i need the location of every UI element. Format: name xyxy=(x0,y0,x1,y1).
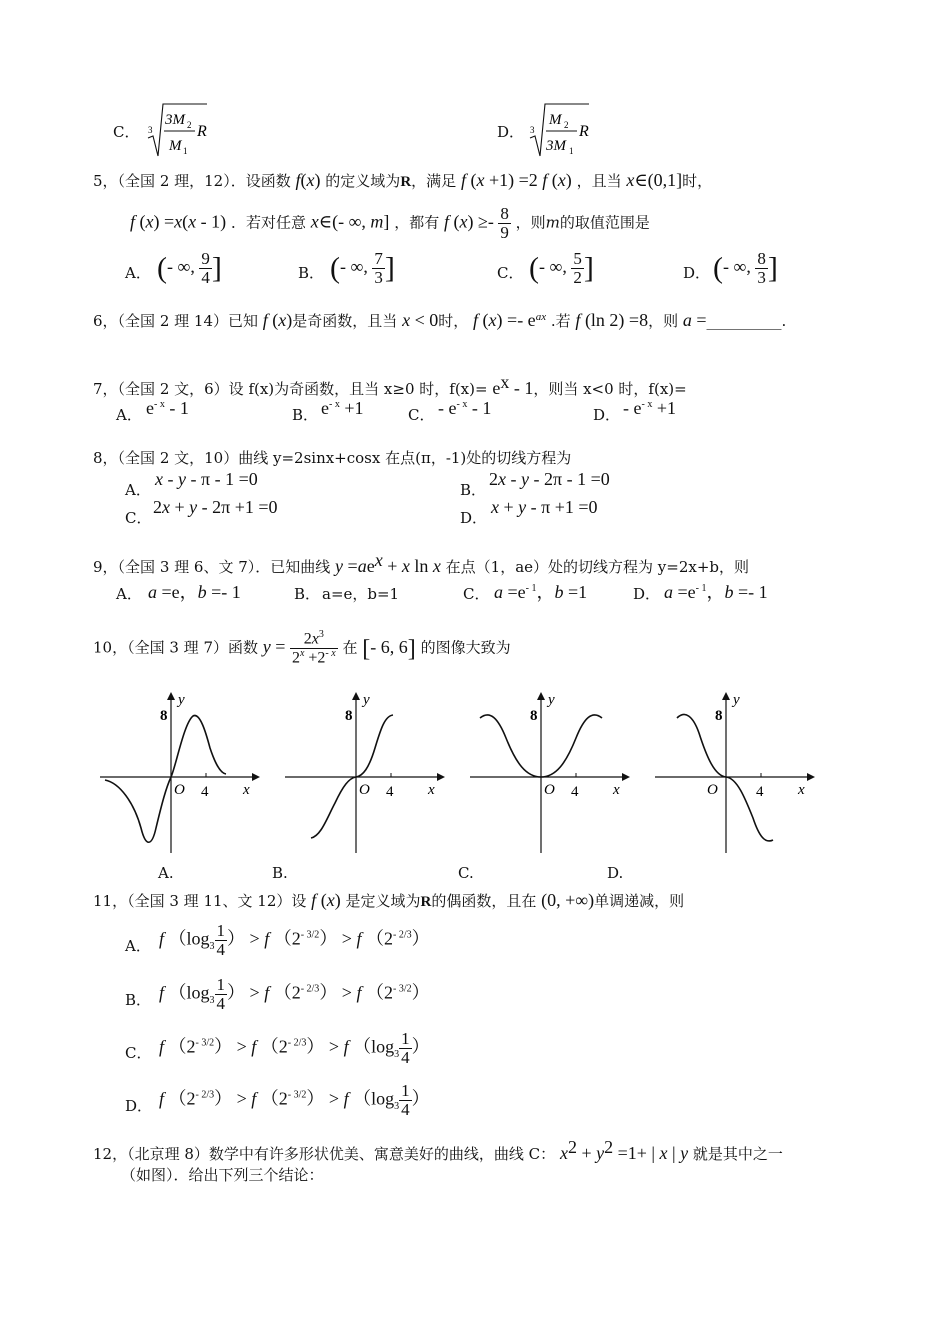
graph-a xyxy=(100,688,265,858)
graph-c-caption: C. xyxy=(458,864,474,882)
svg-text:R: R xyxy=(579,123,589,140)
graph-d-caption: D. xyxy=(607,864,624,882)
svg-text:1: 1 xyxy=(183,146,188,156)
question-10: 10，（全国 3 理 7）函数 y = $\frac{2x^3}{2^x +2^{- x}}$ 在 [- 6, 6] 的图像大致为 xyxy=(93,629,511,667)
svg-text:y: y xyxy=(733,692,740,708)
svg-text:8: 8 xyxy=(345,708,353,724)
svg-text:x: x xyxy=(798,782,805,798)
svg-text:4: 4 xyxy=(386,784,394,800)
svg-text:8: 8 xyxy=(715,708,723,724)
svg-text:4: 4 xyxy=(756,784,764,800)
svg-text:2: 2 xyxy=(564,120,569,130)
question-12-line1: 12，（北京理 8）数学中有许多形状优美、寓意美好的曲线，曲线 C： $x^2 + y^2 =1+$ | x | y 就是其中之一 xyxy=(93,1137,783,1163)
question-11: 11，（全国 3 理 11、文 12）设 f (x) 是定义域为R的偶函数，且在 (0, +∞)单调递减，则 xyxy=(93,890,685,910)
svg-text:M: M xyxy=(169,138,182,154)
question-9: 9，（全国 3 理 6、文 7）．已知曲线 $y =ae^x + x$ ln x 在点（1，ae）处的切线方程为 y=2x+b，则 xyxy=(93,550,750,576)
svg-text:O: O xyxy=(707,782,718,798)
svg-text:2: 2 xyxy=(187,120,192,130)
svg-text:4: 4 xyxy=(201,784,209,800)
question-7: 7，（全国 2 文，6）设 f(x)为奇函数，且当 x≥0 时，$f(x)= e^x - 1$，则当 x<0 时，f(x)= xyxy=(93,372,687,398)
q4-option-c-formula xyxy=(145,100,225,164)
graph-d xyxy=(655,688,820,858)
graph-a-caption: A. xyxy=(158,864,174,882)
question-12-line2: （如图）．给出下列三个结论： xyxy=(121,1166,324,1184)
svg-text:O: O xyxy=(174,782,185,798)
svg-text:x: x xyxy=(613,782,620,798)
graph-c xyxy=(470,688,635,858)
svg-text:3M: 3M xyxy=(546,138,566,154)
graph-b-caption: B. xyxy=(272,864,288,882)
svg-text:y: y xyxy=(548,692,555,708)
question-5-line2: f (x) =x(x - 1) ．若对任意 x∈(- ∞, m] ，都有 f (x) ≥- $\frac{8}{9}$ ，则m的取值范围是 xyxy=(130,204,650,242)
svg-text:O: O xyxy=(544,782,555,798)
q4-option-d-label: D． xyxy=(497,123,525,141)
svg-text:3: 3 xyxy=(530,125,535,135)
question-8: 8，（全国 2 文，10）曲线 y=2sinx+cosx 在点(π，-1)处的切线方程为 xyxy=(93,449,572,467)
question-5-line1: 5，（全国 2 理，12）．设函数 f(x) 的定义域为R，满足 f (x +1) =2 f (x) ，且当 x∈(0,1]时， xyxy=(93,170,713,190)
svg-text:R: R xyxy=(197,123,207,140)
graph-b xyxy=(285,688,450,858)
svg-text:M: M xyxy=(549,112,562,128)
svg-text:3: 3 xyxy=(148,125,153,135)
svg-text:y: y xyxy=(178,692,185,708)
svg-text:y: y xyxy=(363,692,370,708)
svg-text:O: O xyxy=(359,782,370,798)
question-11-options: A． f （$\log_3$ $\frac{1}{4}$ ） > f $(2^{- 3/2}) > f$ $(2^{- 2/3})$ B． f （$\log_3$ $\frac{1}{4}$ ） > f $(2^{- 2/3}) > f$ $(2^{- 3/2})$ C． f $(2^{- 3/2}) > f$ $(2^{- 2/3}) > f$ （$\log_3$ $\frac{1}{4}$ ） D． f $(2^{- 2/3}) > f$ $(2^{- 3/2}) > f$ （$\log_3$ $\frac{1}{4}$ ） xyxy=(125,921,430,1119)
svg-text:x: x xyxy=(243,782,250,798)
svg-text:8: 8 xyxy=(530,708,538,724)
svg-text:4: 4 xyxy=(571,784,579,800)
question-6: 6，（全国 2 理 14）已知 f (x)是奇函数，且当 x < 0时， f $(x) =- e^{ax}$ .若 f (ln 2) =8，则 a =__________. xyxy=(93,310,787,330)
svg-text:x: x xyxy=(428,782,435,798)
q4-option-c-label: C． xyxy=(113,123,140,141)
svg-text:1: 1 xyxy=(569,146,574,156)
svg-text:3M: 3M xyxy=(165,112,185,128)
q4-option-d-formula xyxy=(527,100,607,164)
svg-text:8: 8 xyxy=(160,708,168,724)
